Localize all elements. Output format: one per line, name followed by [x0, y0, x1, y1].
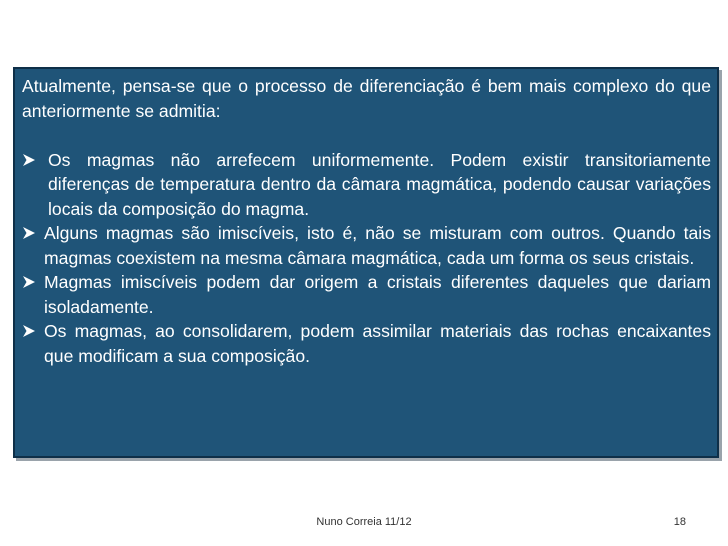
bullet-list — [22, 148, 711, 369]
intro-paragraph: Atualmente, pensa-se que o processo de diferenciação é bem mais complexo do que anteriormente se admitia: — [22, 76, 711, 121]
arrowhead-bullet-icon — [22, 270, 42, 295]
page-number: 18 — [673, 516, 686, 528]
bullet-text: Alguns magmas são imiscíveis, isto é, não se misturam com outros. Quando tais magmas coexistem na mesma câmara magmática, cada um forma os seus cristais. — [44, 223, 711, 268]
content-box — [13, 67, 719, 458]
footer-author-date: Nuno Correia 11/12 — [316, 516, 412, 528]
bullet-text: Os magmas, ao consolidarem, podem assimilar materiais das rochas encaixantes que modificam a sua composição. — [44, 321, 711, 366]
bullet-item — [22, 148, 711, 222]
bullet-item — [22, 221, 711, 270]
arrowhead-bullet-icon — [22, 148, 42, 173]
bullet-item — [22, 319, 711, 368]
paragraph-spacer — [22, 123, 711, 148]
bullet-item — [22, 270, 711, 319]
arrowhead-bullet-icon — [22, 221, 42, 246]
bullet-text: Magmas imiscíveis podem dar origem a cristais diferentes daqueles que dariam isoladamente. — [44, 272, 711, 317]
arrowhead-bullet-icon — [22, 319, 42, 344]
bullet-text: Os magmas não arrefecem uniformemente. Podem existir transitoriamente diferenças de temperatura dentro da câmara magmática, podendo causar variações locais da composição do magma. — [48, 149, 711, 219]
